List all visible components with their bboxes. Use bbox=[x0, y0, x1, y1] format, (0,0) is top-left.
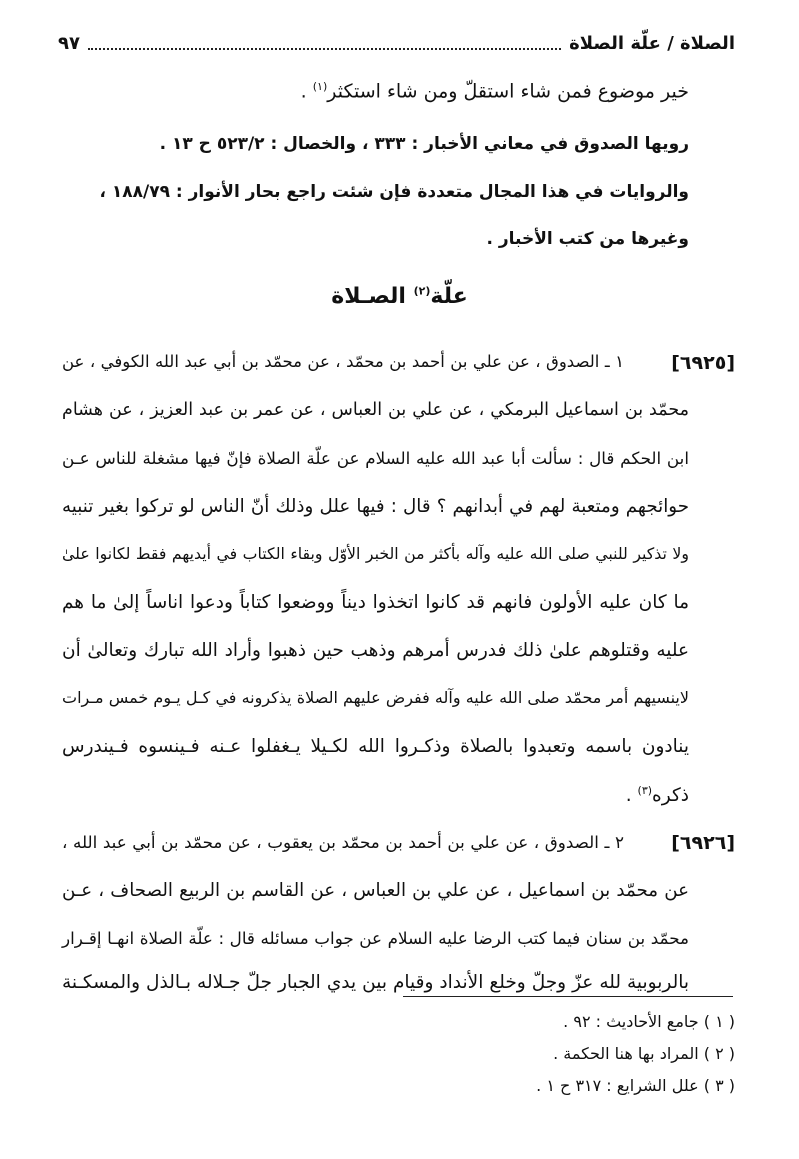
footnote-1: ( ١ ) جامع الأحاديث : ٩٢ . bbox=[563, 1012, 735, 1031]
hadith-1-line-4: حوائجهم ومتعبة لهم في أبدانهم ؟ قال : فيها علل وذلك أنّ الناس لو تركوا بغير تنبيه bbox=[62, 496, 689, 517]
footnote-3: ( ٣ ) علل الشرايع : ٣١٧ ح ١ . bbox=[536, 1076, 735, 1095]
hadith-2-line-2: عن محمّد بن اسماعيل ، عن علي بن العباس ، عن القاسم بن الربيع الصحاف ، عـن bbox=[62, 880, 689, 901]
hadith-2-line-4: بالربوبية لله عزّ وجلّ وخلع الأنداد وقيام بين يدي الجبار جلّ جـلاله بـالذل والمسكـنة bbox=[62, 972, 689, 993]
hadith-number-1: [٦٩٢٥] bbox=[671, 352, 735, 374]
intro-line-4: وغيرها من كتب الأخبار . bbox=[486, 229, 689, 249]
page-number: ٩٧ bbox=[58, 32, 80, 54]
section-title bbox=[0, 284, 799, 309]
hadith-number-2: [٦٩٢٦] bbox=[671, 832, 735, 854]
hadith-1-line-7: عليه وقتلوهم علىٰ ذلك فدرس أمرهم وذهب حين ذهبوا وأراد الله تبارك وتعالىٰ أن bbox=[62, 640, 689, 661]
intro-line-1 bbox=[301, 80, 689, 102]
hadith-2-line-3: محمّد بن سنان فيما كتب الرضا عليه السلام عن جواب مسائله قال : علّة الصلاة انهـا إقـرار bbox=[62, 928, 689, 948]
hadith-1-line-8: لاينسيهم أمر محمّد صلى الله عليه وآله ففرض عليهم الصلاة يذكرونه في كـل يـوم خمس مـرات bbox=[62, 688, 689, 707]
intro-line-1-text: خير موضوع فمن شاء استقلّ ومن شاء استكثر bbox=[327, 80, 689, 103]
hadith-1-line-5: ولا تذكير للنبي صلى الله عليه وآله بأكثر من الخبر الأوّل وبقاء الكتاب في أيديهم فقط لكانوا علىٰ bbox=[62, 544, 689, 563]
footnote-ref-1: (١) bbox=[312, 80, 328, 93]
footnote-ref-3: (٣) bbox=[637, 784, 653, 797]
hadith-1-line-3: ابن الحكم قال : سألت أبا عبد الله عليه السلام عن علّة الصلاة فإنّ فيها مشغلة للناس عـن bbox=[62, 448, 689, 468]
hadith-1-line-2: محمّد بن اسماعيل البرمكي ، عن علي بن العباس ، عن عمر بن عبد العزيز ، عن هشام bbox=[62, 400, 689, 420]
section-title-a: علّة bbox=[430, 284, 468, 309]
hadith-1-line-1: ١ ـ الصدوق ، عن علي بن أحمد بن محمّد ، عن محمّد بن أبي عبد الله الكوفي ، عن bbox=[62, 352, 624, 371]
leader-dots bbox=[88, 48, 561, 50]
hadith-1-last-end: . bbox=[625, 785, 632, 807]
hadith-1-line-6: ما كان عليه الأولون فانهم قد كانوا اتخذوا ديناً ووضعوا كتاباً ودعوا اناساً إلىٰ ما هم bbox=[62, 592, 689, 613]
hadith-2-line-1: ٢ ـ الصدوق ، عن علي بن أحمد بن محمّد بن يعقوب ، عن محمّد بن أبي عبد الله ، bbox=[62, 832, 624, 852]
hadith-1-last-text: ذكره bbox=[652, 785, 689, 807]
footnote-2: ( ٢ ) المراد بها هنا الحكمة . bbox=[553, 1044, 735, 1063]
hadith-1-line-10 bbox=[626, 784, 689, 806]
running-title: الصلاة / علّة الصلاة bbox=[569, 32, 735, 54]
section-title-b: الصـلاة bbox=[331, 284, 406, 309]
hadith-1-line-9: ينادون باسمه وتعبدوا بالصلاة وذكـروا الله لكـيلا يـغفلوا عـنه فـينسوه فـيندرس bbox=[62, 736, 689, 757]
intro-line-1-end: . bbox=[300, 80, 307, 103]
intro-line-2: رويها الصدوق في معاني الأخبار : ٣٣٣ ، والخصال : ٥٢٣/٢ ح ١٣ . bbox=[159, 134, 689, 154]
intro-line-3: والروايات في هذا المجال متعددة فإن شئت راجع بحار الأنوار : ١٨٨/٧٩ ، bbox=[99, 182, 689, 202]
footnote-ref-2: (٢) bbox=[413, 284, 431, 298]
running-header bbox=[58, 28, 735, 58]
footnote-divider bbox=[403, 996, 733, 997]
